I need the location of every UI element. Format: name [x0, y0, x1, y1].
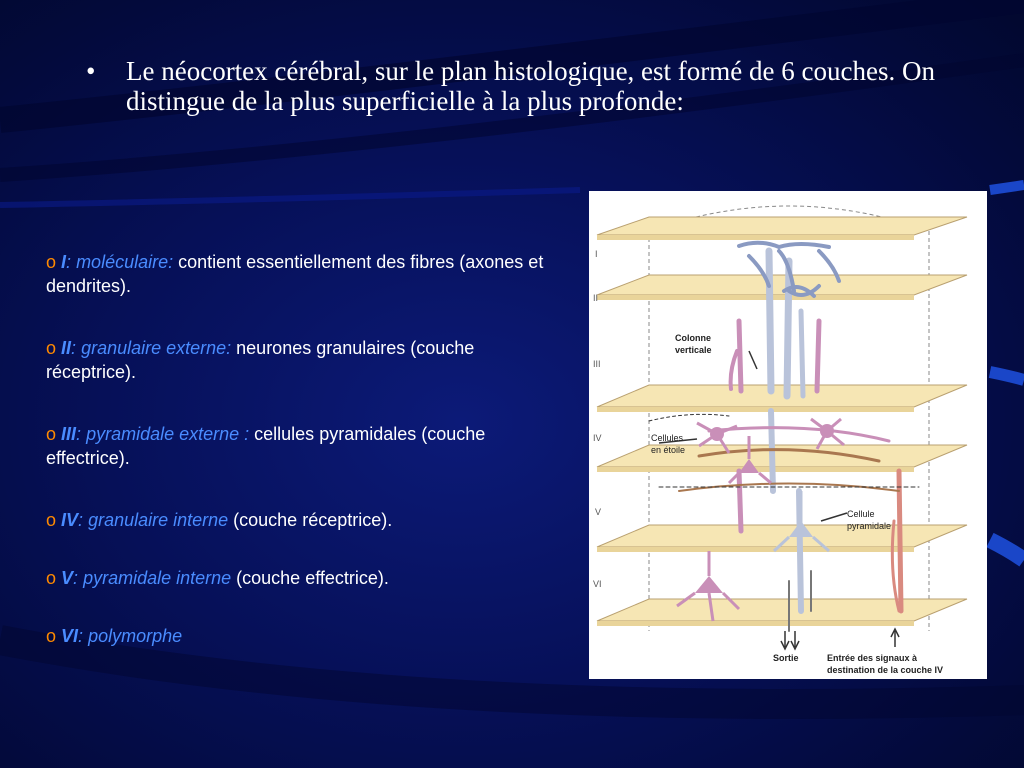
layer-description: (couche réceptrice). — [228, 510, 393, 530]
layer-item-6 — [46, 624, 566, 648]
colonne-label-1: Colonne — [675, 333, 711, 343]
cortex-diagram — [589, 191, 987, 679]
layer-name: polymorphe — [83, 626, 183, 646]
layer-description: contient essentiellement des fibres (axones et dendrites). — [46, 252, 544, 296]
layer-item-3 — [46, 422, 566, 470]
cellules-label-2: en étoile — [651, 445, 686, 455]
fig-label-V: V — [595, 507, 602, 517]
layer-roman: II — [61, 338, 72, 358]
layer-roman: V — [61, 568, 74, 588]
layer-name: granulaire interne — [83, 510, 229, 530]
layer-item-5 — [46, 566, 566, 590]
entree-label-1: Entrée des signaux à — [827, 653, 918, 663]
layer-plates — [597, 217, 967, 626]
colonne-label-2: verticale — [675, 345, 712, 355]
fig-label-IV: IV — [593, 433, 602, 443]
layer-separator: : — [71, 338, 77, 358]
layer-separator: : — [78, 626, 84, 646]
vertical-fibers — [731, 251, 901, 631]
fig-label-II: II — [593, 293, 599, 303]
layer-description: cellules pyramidales (couche effectrice). — [46, 424, 486, 468]
cellules-label-1: Cellules — [651, 433, 684, 443]
layer-roman: I — [61, 252, 67, 272]
title-text: Le néocortex cérébral, sur le plan histologique, est formé de 6 couches. On distingue de la plus superficielle à la plus profonde: — [126, 56, 935, 116]
layer-separator: : — [76, 424, 82, 444]
layer-roman: III — [61, 424, 77, 444]
layer-separator: : — [66, 252, 72, 272]
list-marker: o — [46, 252, 57, 272]
list-marker: o — [46, 626, 57, 646]
layer-separator: : — [78, 510, 84, 530]
pyramidal-label-2: pyramidale — [847, 521, 892, 531]
list-marker: o — [46, 424, 57, 444]
layer-description: (couche effectrice). — [231, 568, 389, 588]
sortie-label: Sortie — [773, 653, 799, 663]
list-marker: o — [46, 510, 57, 530]
layer-roman: IV — [61, 510, 79, 530]
layer-item-4 — [46, 508, 566, 532]
layer-name: granulaire externe: — [76, 338, 232, 358]
list-marker: o — [46, 568, 57, 588]
layer-roman: VI — [61, 626, 79, 646]
layer-name: pyramidale interne — [78, 568, 232, 588]
layer-item-1 — [46, 250, 566, 298]
layer-separator: : — [73, 568, 79, 588]
slide-title — [86, 56, 946, 116]
title-bullet: • — [86, 56, 96, 86]
list-marker: o — [46, 338, 57, 358]
fig-label-VI: VI — [593, 579, 602, 589]
fig-label-I: I — [595, 249, 598, 259]
layer-item-2 — [46, 336, 566, 384]
layer-description: neurones granulaires (couche réceptrice). — [46, 338, 475, 382]
fig-label-III: III — [593, 359, 601, 369]
pyramidal-label-1: Cellule — [847, 509, 875, 519]
entree-label-2: destination de la couche IV — [827, 665, 944, 675]
layer-name: pyramidale externe : — [81, 424, 250, 444]
layer-name: moléculaire: — [71, 252, 174, 272]
